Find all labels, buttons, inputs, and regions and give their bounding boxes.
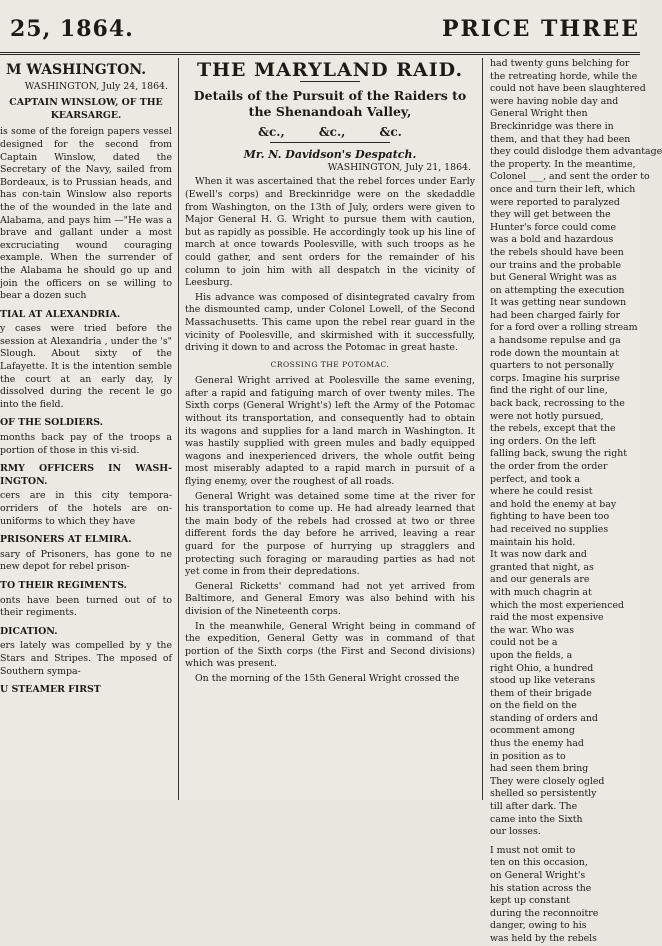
left-column	[0, 58, 172, 800]
right-column-line: General Wright then	[490, 108, 588, 120]
right-column-line: perfect, and took a	[490, 473, 580, 485]
article-paragraph: General Wright arrived at Poolesville the same evening, after a rapid and fatiguing march of over twenty miles. The Sixth corps (General Wright's) left the Army of the Potomac without its transportation, and consequently had to obtain its wagons and supplies for a land march in Washington. It was hastily supplied with green mules and badly equipped wagons and inexperienced drivers, the whole outfit being most miserably adapted to a rapid march in pursuit of a flying enemy, over the roughest of all roads.	[185, 375, 475, 488]
right-column-line: danger, owing to his	[490, 920, 587, 932]
right-column-line: Breckinridge was there in	[490, 120, 614, 132]
right-column-line: were having noble day and	[490, 95, 619, 107]
right-column-line: our losses.	[490, 826, 541, 838]
left-dateline: WASHINGTON, July 24, 1864.	[24, 80, 168, 92]
right-column-line: upon the fields, a	[490, 649, 573, 661]
divider	[270, 142, 390, 143]
right-column-line: a handsome repulse and ga	[490, 335, 621, 347]
right-column-line: had received no supplies	[490, 523, 609, 535]
left-caption: PRISONERS AT ELMIRA.	[0, 534, 132, 546]
masthead-price: PRICE THREE	[441, 16, 640, 42]
article-paragraph: On the morning of the 15th General Wright crossed the	[195, 672, 460, 684]
section-subhead: CROSSING THE POTOMAC.	[270, 359, 390, 369]
right-column-line: could not be a	[490, 637, 558, 649]
right-column-line: fighting to have been too	[490, 511, 610, 523]
right-column-line: during the reconnoitre	[490, 907, 599, 919]
right-column-line: for a ford over a rolling stream	[490, 322, 638, 334]
right-column-line: but General Wright was as	[490, 272, 617, 284]
right-column-line: corps. Imagine his surprise	[490, 372, 620, 384]
right-column-line: had been charged fairly for	[490, 309, 621, 321]
right-column-line: kept up constant	[490, 895, 570, 907]
right-column-line: was a bold and hazardous	[490, 234, 614, 246]
article-subhead: Details of the Pursuit of the Raiders to the Shenandoah Valley,	[193, 87, 467, 119]
right-column-line: find the right of our line,	[490, 385, 608, 397]
right-column-line: Colonel ___, and sent the order to	[490, 171, 650, 183]
right-column-line: the order from the order	[490, 461, 608, 472]
column-rule-left	[178, 58, 179, 800]
right-column-line: Hunter's force could come	[490, 221, 617, 233]
left-paragraph: onts have been turned out of to their regiments.	[0, 594, 172, 619]
column-rule-right	[482, 58, 483, 800]
right-column-line: them, and that they had been	[490, 133, 631, 145]
right-column-line: rode down the mountain at	[490, 347, 620, 359]
right-column-line: our trains and the probable	[490, 259, 622, 271]
right-column-line: were not hotly pursued,	[490, 410, 604, 422]
right-column-line: It was now dark and	[490, 549, 587, 561]
right-column-line: They were closely ogled	[490, 775, 605, 787]
right-column-line: came into the Sixth	[490, 813, 583, 825]
left-paragraph: y cases were tried before the session at Alexandria , under the 's" Slough. About sixty of the Lafayette. It is the intention semble the court at an early day, ly dissolved during the recent le go into the field.	[0, 323, 172, 410]
right-column-line: raid the most expensive	[490, 612, 604, 624]
dispatch-title: Mr. N. Davidson's Despatch.	[243, 148, 417, 162]
left-subhead: CAPTAIN WINSLOW, OF THE KEARSARGE.	[9, 97, 163, 121]
left-paragraph: ers lately was compelled by y the Stars and Stripes. The mposed of Southern sympa-	[0, 640, 172, 677]
article-headline: THE MARYLAND RAID.	[196, 59, 464, 81]
right-column-line: maintain his hold.	[490, 536, 576, 548]
right-column-line: thus the enemy had	[490, 738, 584, 750]
article-paragraph: In the meanwhile, General Wright being in command of the expedition, General Getty was in command of that portion of the Sixth corps (the First and Second divisions) which was present.	[185, 620, 475, 670]
right-column-line: ten on this occasion,	[490, 857, 588, 869]
right-column-line: with much chagrin at	[490, 586, 592, 598]
right-column	[490, 58, 662, 944]
right-column-line: the war. Who was	[490, 624, 575, 636]
right-column-line: I must not omit to	[490, 844, 576, 856]
main-article	[185, 58, 475, 800]
masthead	[0, 0, 640, 55]
right-column-line: in position as to	[490, 750, 566, 762]
right-column-line: and hold the enemy at bay	[490, 498, 617, 510]
left-caption: DICATION.	[0, 625, 58, 637]
right-column-line: ing orders. On the left	[490, 435, 596, 447]
right-column-line: once and turn their left, which	[490, 183, 636, 195]
left-caption: RMY OFFICERS IN WASH-INGTON.	[0, 463, 172, 487]
right-column-line: granted that night, as	[490, 561, 594, 573]
left-paragraph: is some of the foreign papers vessel designed for the second from Captain Winslow, dated the Secretary of the Navy, sailed from Bordeaux, is to Prussian heads, and has con-tain Winslow also reports the of the wounded in the late and Alabama, and pays him —"He was a brave and gallant under a most excruciating wound couraging example. When the surrender of the Alabama he should go up and join the officers on se willing to bear a dozen such	[0, 126, 172, 302]
right-column-line: which the most experienced	[490, 599, 625, 611]
right-column-line: ocomment among	[490, 725, 575, 737]
right-column-line: quarters to not personally	[490, 360, 614, 372]
article-dateline: WASHINGTON, July 21, 1864.	[327, 161, 471, 173]
article-paragraph: General Wright was detained some time at the river for his transportation to come up. He had already learned that the main body of the rebels had crossed at two or three different fords the day before he arrived, leaving a rear guard for the purpose of hurrying up stragglers and protecting such foraging or marauding parties as had not yet come in from their depredations.	[185, 490, 475, 578]
left-caption: U STEAMER FIRST	[0, 684, 101, 696]
right-column-line: had twenty guns belching for	[490, 58, 630, 69]
right-column-line: back back, recrossing to the	[490, 398, 625, 410]
right-column-line: on General Wright's	[490, 870, 586, 881]
right-column-line: stood up like veterans	[490, 675, 596, 687]
right-column-line: his station across the	[490, 882, 592, 894]
article-paragraph: When it was ascertained that the rebel forces under Early (Ewell's corps) and Breckinridge were on the skedaddle from Washington, on the 13th of July, orders were given to Major General H. G. Wright to pursue them with caution, but as rapidly as possible. He accordingly took up his line of march at once towards Poolesville, with such troops as he could gather, and sent orders for the remainder of his column to join him with all despatch in the vicinity of Leesburg.	[185, 176, 475, 289]
right-column-line: were reported to paralyzed	[490, 196, 620, 208]
right-column-line: shelled so persistently	[490, 788, 597, 800]
masthead-date: 25, 1864.	[10, 16, 134, 42]
right-column-line: could not have been slaughtered	[490, 83, 646, 95]
article-etc: &c., &c., &c.	[258, 124, 402, 139]
right-column-line: standing of orders and	[490, 712, 598, 724]
right-column-line: right Ohio, a hundred	[490, 662, 594, 674]
right-column-line: they will get between the	[490, 209, 611, 221]
article-paragraph: General Ricketts' command had not yet arrived from Baltimore, and General Emory was also behind with his division of the Nineteenth corps.	[185, 580, 475, 617]
right-column-line: had seen them bring	[490, 763, 589, 775]
left-paragraph: sary of Prisoners, has gone to ne new depot for rebel prison-	[0, 548, 172, 573]
article-paragraph: His advance was composed of disintegrated cavalry from the dismounted camp, under Colonel Lowell, of the Second Massachusetts. This came upon the rebel rear guard in the vicinity of Poolesville, and skirmished with it successfully, driving it down to and across the Potomac in great haste.	[185, 291, 475, 354]
left-caption: TO THEIR REGIMENTS.	[0, 579, 127, 591]
right-column-line: they could dislodge them advantage	[490, 146, 662, 158]
left-paragraph: cers are in this city tempora-orriders of the hotels are on-uniforms to which they have	[0, 490, 172, 527]
right-column-line: was held by the rebels	[490, 932, 597, 944]
right-column-line: the retreating horde, while the	[490, 70, 638, 82]
right-column-line: the property. In the meantime,	[490, 158, 636, 170]
right-column-line: them of their brigade	[490, 687, 592, 699]
left-caption: OF THE SOLDIERS.	[0, 417, 104, 429]
left-caption: TIAL AT ALEXANDRIA.	[0, 308, 121, 320]
right-column-line: till after dark. The	[490, 801, 578, 813]
right-column-line: on attempting the execution	[490, 284, 625, 296]
left-paragraph: months back pay of the troops a portion of those in this vi-sid.	[0, 432, 172, 456]
right-column-line: and our generals are	[490, 574, 590, 586]
left-heading: M WASHINGTON.	[6, 62, 147, 78]
right-column-line: on the field on the	[490, 700, 577, 712]
right-column-line: It was getting near sundown	[490, 297, 627, 309]
right-column-line: falling back, swung the right	[490, 448, 628, 460]
right-column-line: the rebels should have been	[490, 246, 624, 258]
right-column-line: the rebels, except that the	[490, 423, 616, 435]
right-column-line: where he could resist	[490, 486, 593, 498]
